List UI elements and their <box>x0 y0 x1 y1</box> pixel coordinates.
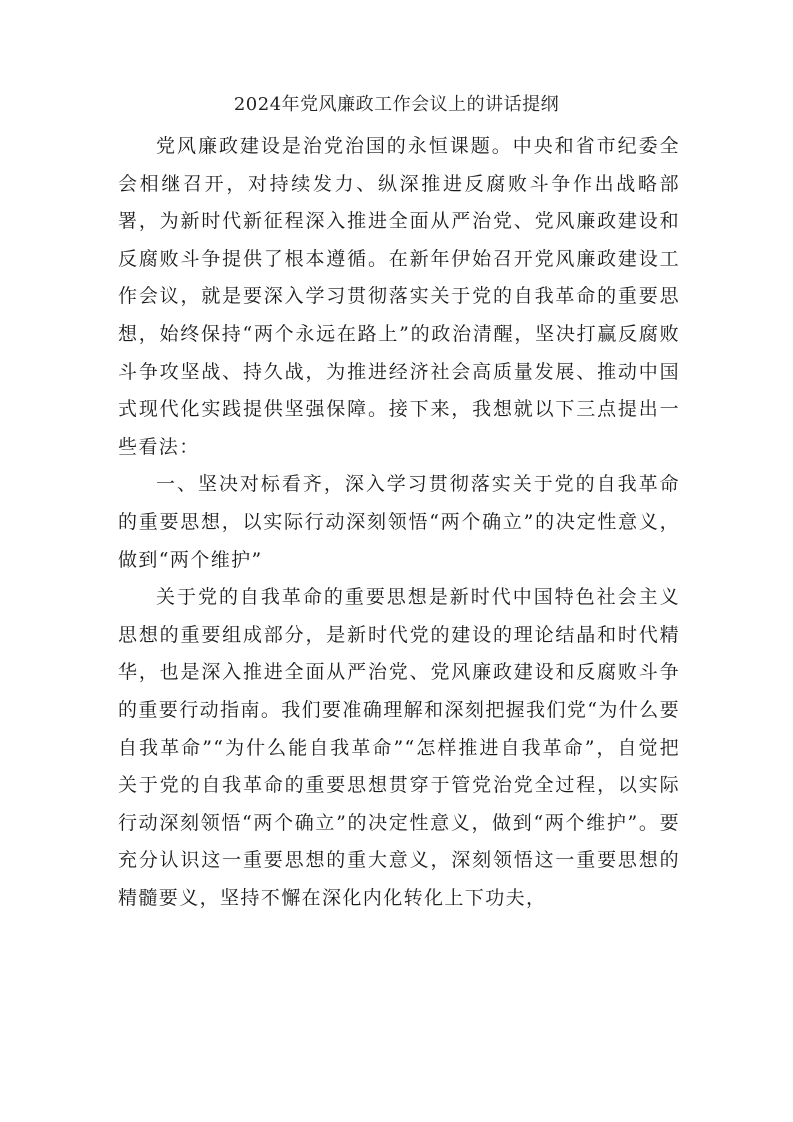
section-heading-1: 一、坚决对标看齐，深入学习贯彻落实关于党的自我革命的重要思想，以实际行动深刻领悟“两个确立”的决定性意义，做到“两个维护” <box>118 473 680 571</box>
paragraph-section-1: 关于党的自我革命的重要思想是新时代中国特色社会主义思想的重要组成部分，是新时代党的建设的理论结晶和时代精华，也是深入推进全面从严治党、党风廉政建设和反腐败斗争的重要行动指南。我们要准确理解和深刻把握我们党“为什么要自我革命”“为什么能自我革命”“怎样推进自我革命”，自觉把关于党的自我革命的重要思想贯穿于管党治党全过程，以实际行动深刻领悟“两个确立”的决定性意义，做到“两个维护”。要充分认识这一重要思想的重大意义，深刻领悟这一重要思想的精髓要义，坚持不懈在深化内化转化上下功夫， <box>118 586 680 909</box>
document-title: 2024年党风廉政工作会议上的讲话提纲 <box>233 94 560 115</box>
document-body <box>118 128 680 917</box>
paragraph-intro: 党风廉政建设是治党治国的永恒课题。中央和省市纪委全会相继召开，对持续发力、纵深推进反腐败斗争作出战略部署，为新时代新征程深入推进全面从严治党、党风廉政建设和反腐败斗争提供了根本遵循。在新年伊始召开党风廉政建设工作会议，就是要深入学习贯彻落实关于党的自我革命的重要思想，始终保持“两个永远在路上”的政治清醒，坚决打赢反腐败斗争攻坚战、持久战，为推进经济社会高质量发展、推动中国式现代化实践提供坚强保障。接下来，我想就以下三点提出一些看法： <box>118 135 680 458</box>
